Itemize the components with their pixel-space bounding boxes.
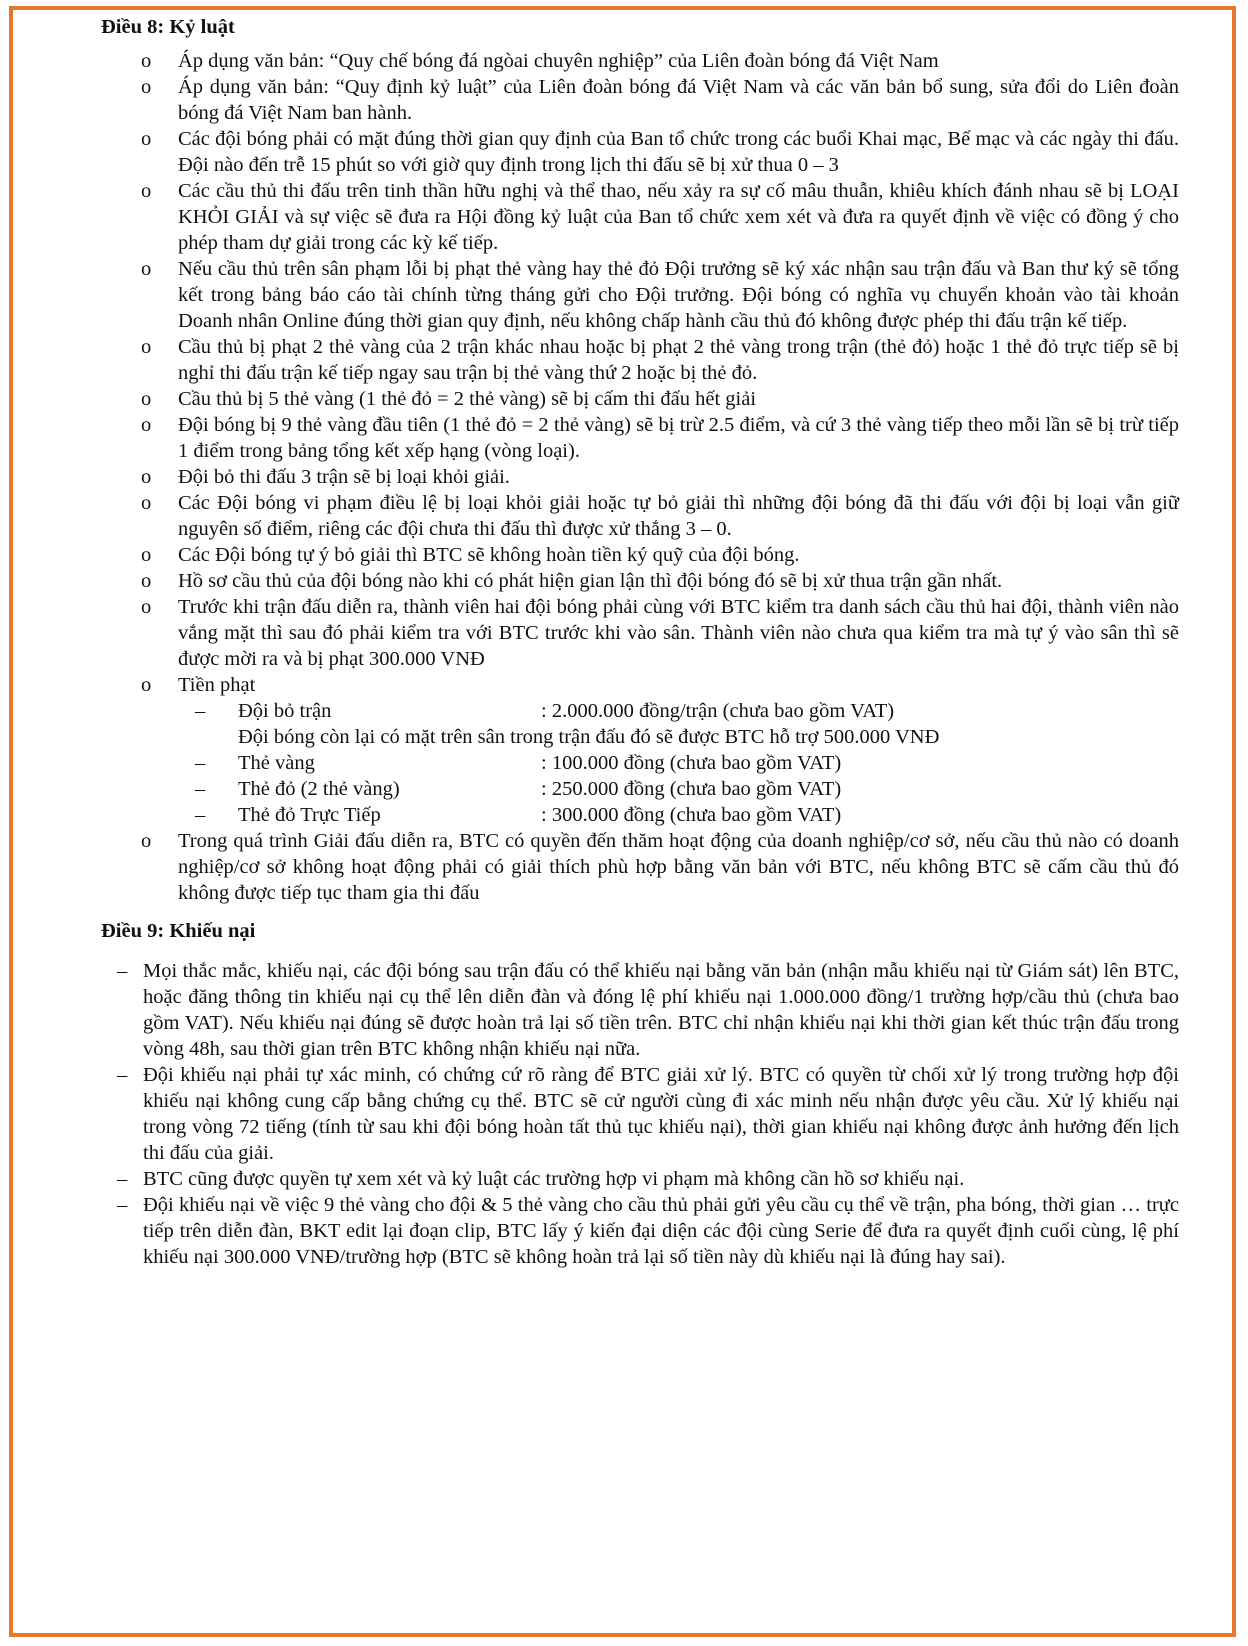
section-8-list bbox=[101, 48, 1179, 906]
list-item: o Các Đội bóng vi phạm điều lệ bị loại khỏi giải hoặc tự bỏ giải thì những đội bóng đã thi đấu với đội bị loại vẫn giữ nguyên số điểm, riêng các đội chưa thi đấu thì được xử thắng 3 – 0. bbox=[101, 490, 1179, 542]
section-8-title: Điều 8: Kỷ luật bbox=[101, 16, 235, 38]
list-item: – Đội khiếu nại phải tự xác minh, có chứng cứ rõ ràng để BTC giải xử lý. BTC có quyền từ chối xử lý trong trường hợp đội khiếu nại không cung cấp bằng chứng cụ thể. BTC sẽ cử người cùng đi xác minh nếu nhận được yêu cầu. Xử lý khiếu nại trong vòng 72 tiếng (tính từ sau khi đội bóng hoàn tất thủ tục khiếu nại), thời gian khiếu nại không được ảnh hưởng đến lịch thi đấu của giải. bbox=[101, 1062, 1179, 1166]
list-item: o Các đội bóng phải có mặt đúng thời gian quy định của Ban tổ chức trong các buổi Khai mạc, Bế mạc và các ngày thi đấu. Đội nào đến trễ 15 phút so với giờ quy định trong lịch thi đấu sẽ bị xử thua 0 – 3 bbox=[101, 126, 1179, 178]
list-item: o Cầu thủ bị 5 thẻ vàng (1 thẻ đỏ = 2 thẻ vàng) sẽ bị cấm thi đấu hết giải bbox=[101, 386, 1179, 412]
section-9-title: Điều 9: Khiếu nại bbox=[101, 920, 256, 942]
fines-label: o Tiền phạt bbox=[178, 674, 256, 696]
fine-row bbox=[178, 750, 1179, 776]
fine-name: Thẻ đỏ (2 thẻ vàng) bbox=[238, 778, 400, 800]
list-item: – Đội khiếu nại về việc 9 thẻ vàng cho đội & 5 thẻ vàng cho cầu thủ phải gửi yêu cầu cụ thể về trận, pha bóng, thời gian … trực tiếp trên diễn đàn, BKT edit lại đoạn clip, BTC lấy ý kiến đại diện các đội cùng Serie để đưa ra quyết định cuối cùng, lệ phí khiếu nại 300.000 VNĐ/trường hợp (BTC sẽ không hoàn trả lại số tiền này dù khiếu nại là đúng hay sai). bbox=[101, 1192, 1179, 1270]
list-item: o Cầu thủ bị phạt 2 thẻ vàng của 2 trận khác nhau hoặc bị phạt 2 thẻ vàng trong trận (thẻ đỏ) hoặc 1 thẻ đỏ trực tiếp sẽ bị nghỉ thi đấu trận kế tiếp ngay sau trận bị thẻ vàng thứ 2 hoặc bị thẻ đỏ. bbox=[101, 334, 1179, 386]
section-9-list bbox=[101, 958, 1179, 1270]
document-content bbox=[101, 14, 1179, 1270]
fines-note: Đội bóng còn lại có mặt trên sân trong trận đấu đó sẽ được BTC hỗ trợ 500.000 VNĐ bbox=[238, 726, 940, 748]
list-item: o Đội bóng bị 9 thẻ vàng đầu tiên (1 thẻ đỏ = 2 thẻ vàng) sẽ bị trừ 2.5 điểm, và cứ 3 thẻ vàng tiếp theo mỗi lần sẽ bị trừ tiếp 1 điểm trong bảng tổng kết xếp hạng (vòng loại). bbox=[101, 412, 1179, 464]
list-item: o Áp dụng văn bản: “Quy định kỷ luật” của Liên đoàn bóng đá Việt Nam và các văn bản bổ sung, sửa đổi do Liên đoàn bóng đá Việt Nam ban hành. bbox=[101, 74, 1179, 126]
list-item: o Nếu cầu thủ trên sân phạm lỗi bị phạt thẻ vàng hay thẻ đỏ Đội trưởng sẽ ký xác nhận sau trận đấu và Ban thư ký sẽ tổng kết trong bảng báo cáo tài chính từng tháng gửi cho Đội trưởng. Đội bóng có nghĩa vụ chuyển khoản vào tài khoản Doanh nhân Online đúng thời gian quy định, nếu không chấp hành cầu thủ đó không được phép thi đấu trận kế tiếp. bbox=[101, 256, 1179, 334]
list-item: o Các cầu thủ thi đấu trên tinh thần hữu nghị và thể thao, nếu xảy ra sự cố mâu thuẫn, khiêu khích đánh nhau sẽ bị LOẠI KHỎI GIẢI và sự việc sẽ đưa ra Hội đồng kỷ luật của Ban tổ chức xem xét và đưa ra quyết định về việc có đồng ý cho phép tham dự giải trong các kỳ kế tiếp. bbox=[101, 178, 1179, 256]
list-item: o Hồ sơ cầu thủ của đội bóng nào khi có phát hiện gian lận thì đội bóng đó sẽ bị xử thua trận gần nhất. bbox=[101, 568, 1179, 594]
list-item: o Các Đội bóng tự ý bỏ giải thì BTC sẽ không hoàn tiền ký quỹ của đội bóng. bbox=[101, 542, 1179, 568]
fines-list bbox=[178, 698, 1179, 828]
fine-name: Thẻ vàng bbox=[238, 752, 315, 774]
list-item: o Đội bỏ thi đấu 3 trận sẽ bị loại khỏi giải. bbox=[101, 464, 1179, 490]
list-item: o Áp dụng văn bản: “Quy chế bóng đá ngòai chuyên nghiệp” của Liên đoàn bóng đá Việt Nam bbox=[101, 48, 1179, 74]
list-item-fines bbox=[101, 672, 1179, 828]
fine-amount: : 300.000 đồng (chưa bao gồm VAT) bbox=[541, 804, 842, 826]
fine-row bbox=[178, 802, 1179, 828]
fine-amount: : 2.000.000 đồng/trận (chưa bao gồm VAT) bbox=[541, 700, 895, 722]
list-item: – BTC cũng được quyền tự xem xét và kỷ luật các trường hợp vi phạm mà không cần hồ sơ khiếu nại. bbox=[101, 1166, 1179, 1192]
fine-row bbox=[178, 776, 1179, 802]
fine-row bbox=[178, 698, 1179, 724]
fine-name: Đội bỏ trận bbox=[238, 700, 332, 722]
list-item: o Trong quá trình Giải đấu diễn ra, BTC có quyền đến thăm hoạt động của doanh nghiệp/cơ sở, nếu cầu thủ nào có doanh nghiệp/cơ sở không hoạt động phải có giải thích phù hợp bằng văn bản với BTC, nếu không BTC sẽ cấm cầu thủ đó không được tiếp tục tham gia thi đấu bbox=[101, 828, 1179, 906]
list-item: – Mọi thắc mắc, khiếu nại, các đội bóng sau trận đấu có thể khiếu nại bằng văn bản (nhận mẫu khiếu nại từ Giám sát) lên BTC, hoặc đăng thông tin khiếu nại cụ thể lên diễn đàn và đóng lệ phí khiếu nại 1.000.000 đồng/1 trường hợp/cầu thủ (chưa bao gồm VAT). Nếu khiếu nại đúng sẽ được hoàn trả lại số tiền trên. BTC chỉ nhận khiếu nại khi thời gian kết thúc trận đấu trong vòng 48h, sau thời gian trên BTC không nhận khiếu nại nữa. bbox=[101, 958, 1179, 1062]
fine-name: Thẻ đỏ Trực Tiếp bbox=[238, 804, 381, 826]
fine-amount: : 100.000 đồng (chưa bao gồm VAT) bbox=[541, 752, 842, 774]
fine-amount: : 250.000 đồng (chưa bao gồm VAT) bbox=[541, 778, 842, 800]
list-item: o Trước khi trận đấu diễn ra, thành viên hai đội bóng phải cùng với BTC kiểm tra danh sách cầu thủ hai đội, thành viên nào vắng mặt thì sau đó phải kiểm tra với BTC trước khi vào sân. Thành viên nào chưa qua kiểm tra mà tự ý vào sân thì sẽ được mời ra và bị phạt 300.000 VNĐ bbox=[101, 594, 1179, 672]
